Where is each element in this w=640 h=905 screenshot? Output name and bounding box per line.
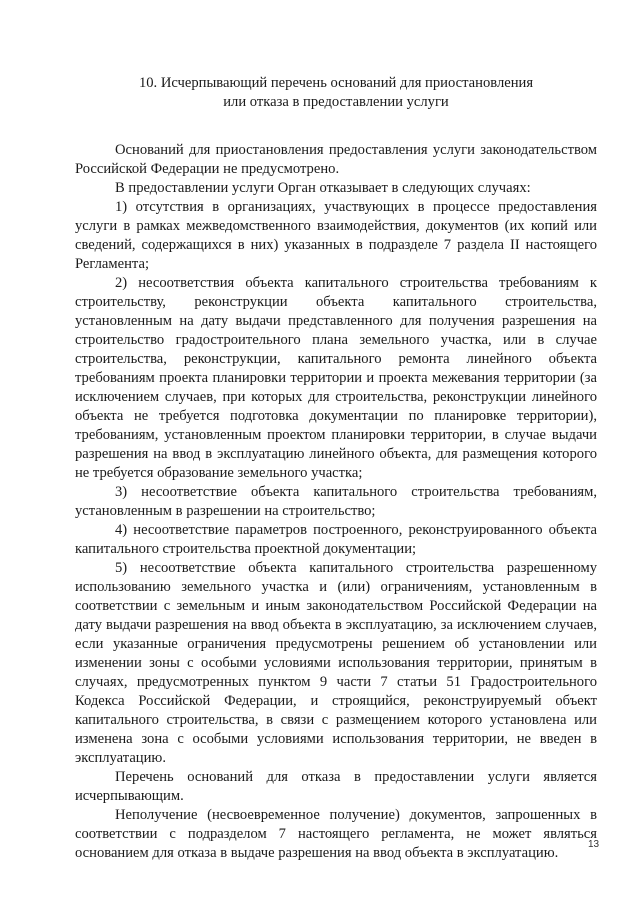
paragraph-refusal-item-5: 5) несоответствие объекта капитального строительства разрешенному использованию земельного участка и (или) ограничениям, установленным в соответствии с земельным и иным законодательством Российской Федерации на дату выдачи разрешения на ввод объекта в эксплуатацию, за исключением случаев, если указанные ограничения предусмотрены решением об установлении или изменении зоны с особыми условиями использования территории, принятым в случаях, предусмотренных пунктом 9 части 7 статьи 51 Градостроительного Кодекса Российской Федерации, и строящийся, реконструируемый объект капитального строительства, в связи с размещением которого установлена или изменена зона с особыми условиями использования территории, не введен в эксплуатацию. [75,560,597,766]
section-heading [75,74,597,112]
paragraph-refusal-item-4: 4) несоответствие параметров построенного, реконструированного объекта капитального строительства проектной документации; [75,522,597,557]
paragraph-no-suspension-grounds: Оснований для приостановления предоставления услуги законодательством Российской Федерации не предусмотрено. [75,142,597,177]
paragraph-refusal-item-3: 3) несоответствие объекта капитального строительства требованиям, установленным в разрешении на строительство; [75,484,597,519]
document-page [75,74,600,863]
paragraph-exhaustive-list: Перечень оснований для отказа в предоставлении услуги является исчерпывающим. [75,769,597,804]
paragraph-refusal-intro: В предоставлении услуги Орган отказывает в следующих случаях: [115,180,531,196]
page-number: 13 [588,839,600,850]
section-heading-line-2: или отказа в предоставлении услуги [223,94,449,110]
paragraph-refusal-item-1: 1) отсутствия в организациях, участвующих в процессе предоставления услуги в рамках межведомственного взаимодействия, документов (их копий или сведений, содержащихся в них) указанных в подразделе 7 раздела II настоящего Регламента; [75,199,597,272]
paragraph-non-receipt: Неполучение (несвоевременное получение) документов, запрошенных в соответствии с подразделом 7 настоящего регламента, не может являться основанием для отказа в выдаче разрешения на ввод объекта в эксплуатацию. [75,807,597,861]
paragraph-refusal-item-2: 2) несоответствия объекта капитального строительства требованиям к строительству, реконструкции объекта капитального строительства, установленным на дату выдачи представленного для получения разрешения на строительство градостроительного плана земельного участка, или в случае строительства, реконструкции, капитального ремонта линейного объекта требованиям проекта планировки территории и проекта межевания территории (за исключением случаев, при которых для строительства, реконструкции линейного объекта не требуется подготовка документации по планировке территории), требованиям, установленным проектом планировки территории, в случае выдачи разрешения на ввод в эксплуатацию линейного объекта, для размещения которого не требуется образование земельного участка; [75,275,597,481]
section-heading-line-1: 10. Исчерпывающий перечень оснований для приостановления [138,75,534,91]
